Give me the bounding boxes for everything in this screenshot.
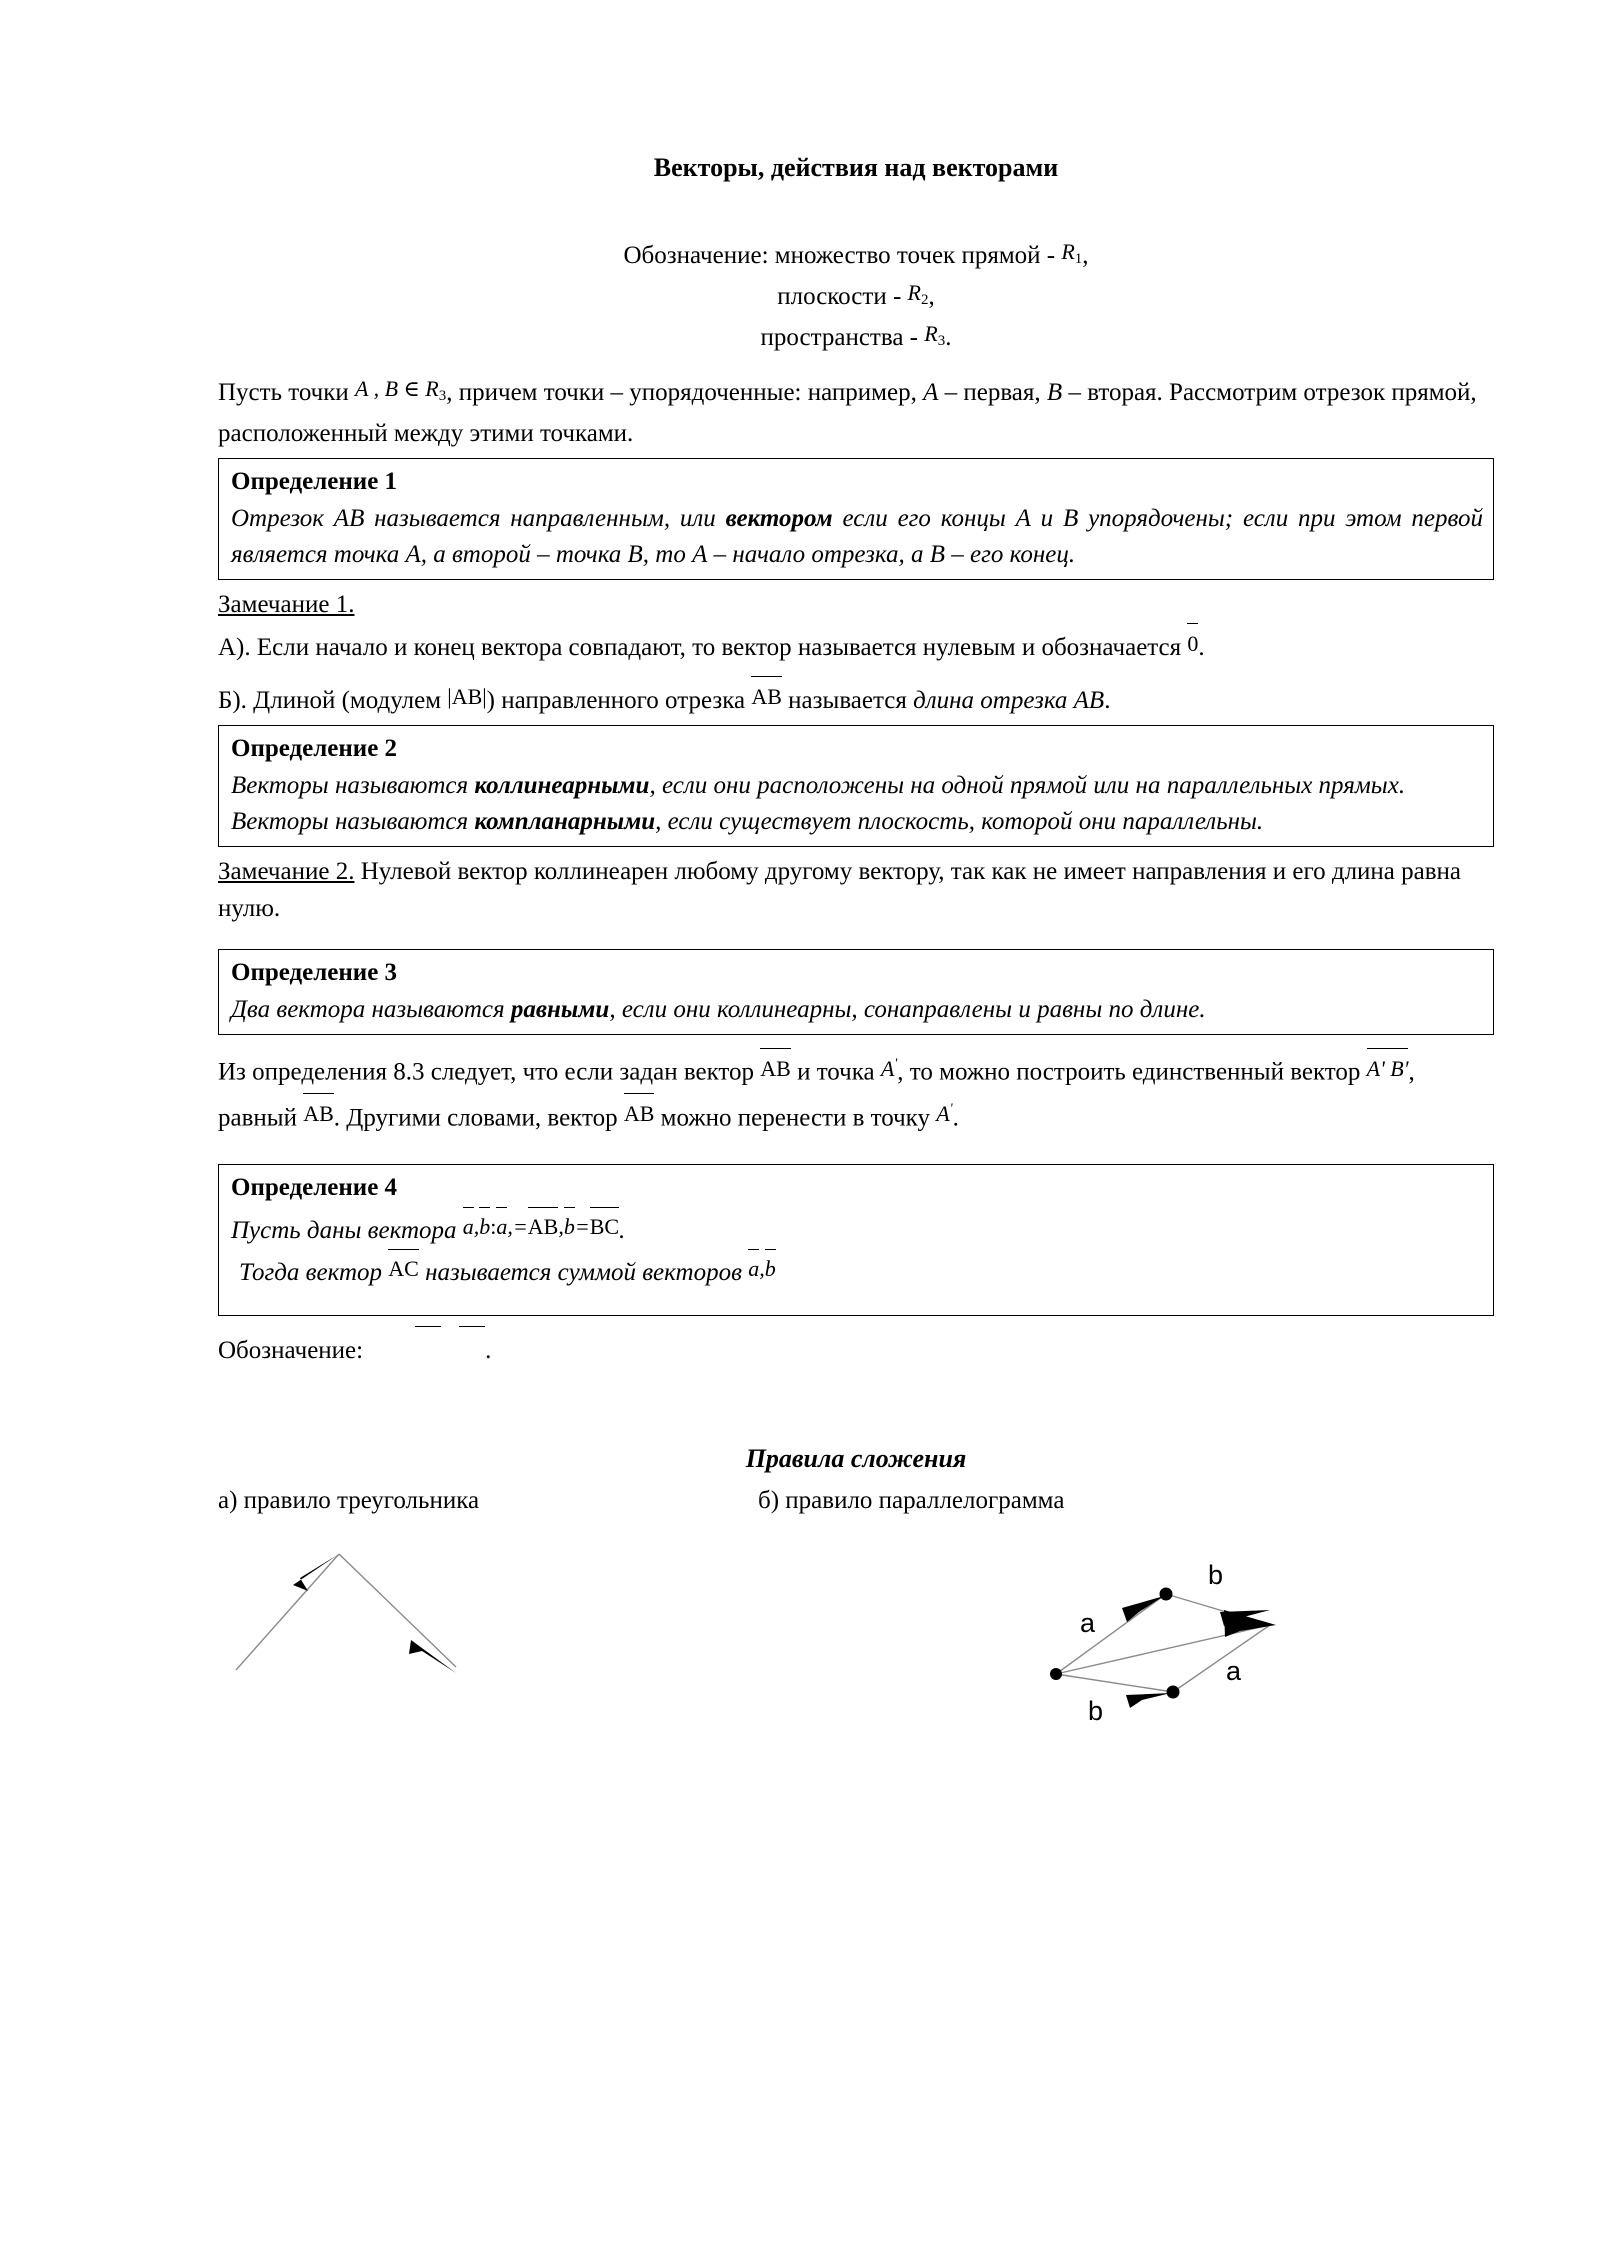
remark-1-part-b	[218, 676, 1494, 719]
rule-b-label: б) правило параллелограмма	[758, 1487, 1065, 1515]
definition-2-p1-b: , если они расположены на одной прямой или на параллельных прямых.	[649, 772, 1406, 800]
figures-row	[218, 1532, 1494, 1747]
intro-text-c: – первая,	[938, 379, 1047, 407]
notation-line-1-suffix: ,	[1082, 242, 1089, 270]
point-b-italic: B	[1046, 379, 1063, 407]
definition-3-keyword: равными	[510, 996, 610, 1024]
point-a-italic: A	[923, 379, 939, 407]
notation-line-2-suffix: ,	[928, 283, 935, 311]
remark-2-label: Замечание 2.	[218, 858, 355, 886]
intro-text-d: – вторая. Рассмотрим отрезок прямой, расположенный между этими точками.	[218, 379, 1477, 448]
definition-4-p2-b: называется суммой векторов	[418, 1258, 749, 1286]
remark-1-b-tail: .	[1104, 687, 1111, 715]
corollary-text-d: , равный	[218, 1058, 1415, 1131]
par-edge-b-lower	[1056, 1674, 1173, 1692]
remark-1-label-line	[218, 586, 1494, 623]
r3-symbol: $R_3$	[924, 321, 946, 350]
definition-2-keyword-coplanar: компланарными	[474, 808, 656, 836]
notation-2-line	[218, 1326, 1494, 1369]
definition-1-keyword: вектором	[725, 505, 833, 533]
definition-4-p1-tail: .	[619, 1216, 626, 1244]
definition-4-paragraph-2	[231, 1249, 1483, 1291]
definition-4-p2-a: Тогда вектор	[239, 1258, 389, 1286]
rule-a-label: а) правило треугольника	[218, 1487, 480, 1515]
par-label-a-lower: a	[1226, 1656, 1242, 1687]
vector-equality-formula: a,=AB,b=BC	[496, 1214, 619, 1239]
triangle-vector-2-line	[339, 1554, 456, 1667]
sum-formula-bar-1	[415, 1334, 441, 1359]
definition-3-text-a: Два вектора называются	[231, 996, 511, 1024]
triangle-arrowhead-1	[293, 1554, 339, 1591]
rules-labels-row	[218, 1484, 1494, 1518]
notation-line-2	[218, 282, 1494, 309]
definition-1-title: Определение 1	[231, 468, 398, 496]
definition-2-p2-b: , если существует плоскость, которой они параллельны.	[655, 808, 1264, 836]
definition-1-text-b: если его концы А и В упорядочены; если при этом первой является точка А, а второй – точка В, то А – начало отрезка, а В – его конец.	[231, 505, 1483, 569]
definition-4-p1-text: Пусть даны вектора	[231, 1216, 463, 1244]
r1-symbol: $R_1$	[1061, 239, 1083, 268]
r2-symbol: $R_2$	[907, 280, 929, 309]
triangle-vector-1-line	[236, 1554, 339, 1670]
remark-1-a-text: А). Если начало и конец вектора совпадают, то вектор называется нулевым и обозначается	[218, 634, 1188, 662]
corollary-text-b: и точка	[790, 1058, 881, 1086]
document-content	[218, 0, 1494, 1747]
remark-1-part-a	[218, 623, 1494, 666]
definition-3-title: Определение 3	[231, 959, 398, 987]
definition-2-p2-a: Векторы называются	[231, 808, 475, 836]
definition-2-p1-a: Векторы называются	[231, 772, 475, 800]
remark-1-label: Замечание 1.	[218, 591, 355, 619]
par-bottom-vertex-dot	[1167, 1686, 1180, 1699]
remark-2	[218, 853, 1494, 927]
definition-2-paragraph-2	[231, 804, 1483, 840]
corollary-text-e: . Другими словами, вектор	[333, 1103, 624, 1131]
notation-line-1-text: Обозначение: множество точек прямой -	[623, 242, 1062, 270]
ab-vector-symbol-2: AB	[760, 1056, 791, 1081]
definition-4-title: Определение 4	[231, 1173, 398, 1201]
remark-1-a-tail: .	[1198, 634, 1205, 662]
ac-vector-symbol: AC	[388, 1256, 419, 1281]
points-in-r3-formula: A , B ∈ $R_3$	[355, 376, 447, 405]
notation-line-3	[218, 323, 1494, 350]
corollary-text-g: .	[952, 1103, 959, 1131]
a-prime-b-prime-vector-symbol: A' B'	[1367, 1056, 1409, 1081]
definition-1-body	[231, 501, 1483, 573]
definition-3-text-b: , если они коллинеарны, сонаправлены и равны по длине.	[609, 996, 1206, 1024]
remark-1-b-mid: ) направленного отрезка	[486, 687, 752, 715]
definition-2-keyword-collinear: коллинеарными	[474, 772, 650, 800]
rules-section-title: Правила сложения	[745, 1443, 967, 1473]
definition-1-text-a: Отрезок АВ называется направленным, или	[231, 505, 726, 533]
definition-3-box	[218, 949, 1494, 1035]
page-title: Векторы, действия над векторами	[653, 153, 1059, 182]
par-label-b-upper: b	[1208, 1560, 1224, 1591]
zero-vector-symbol: 0	[1187, 631, 1198, 656]
corollary-text-a: Из определения 8.3 следует, что если задан вектор	[218, 1058, 761, 1086]
remark-1-b-mid2: называется	[781, 687, 914, 715]
par-arrowhead-a-upper	[1122, 1596, 1164, 1622]
notation-line-3-text: пространства -	[760, 324, 925, 352]
point-a-prime-symbol-2: A'	[936, 1100, 953, 1126]
par-origin-dot	[1050, 1668, 1062, 1680]
par-arrowhead-b-lower	[1126, 1693, 1171, 1708]
remark-1-b-prefix: Б). Длиной (модулем	[218, 687, 448, 715]
definition-2-title: Определение 2	[231, 735, 398, 763]
vectors-a-b-formula: a,b	[463, 1214, 491, 1239]
corollary-text-f: можно перенести в точку	[654, 1103, 937, 1131]
corollary-text-c: , то можно построить единственный вектор	[897, 1058, 1367, 1086]
sum-formula-bar-2	[459, 1334, 485, 1359]
ab-vector-symbol-3: AB	[303, 1101, 334, 1126]
notation-line-2-text: плоскости -	[777, 283, 908, 311]
remark-2-text: Нулевой вектор коллинеарен любому другому вектору, так как не имеет направления и его длина равна нулю.	[218, 858, 1462, 923]
corollary-paragraph	[218, 1045, 1494, 1136]
par-label-a-upper: a	[1080, 1608, 1096, 1639]
parallelogram-rule-diagram	[1008, 1532, 1338, 1737]
intro-text-a: Пусть точки	[218, 379, 356, 407]
definition-3-body	[231, 992, 1483, 1028]
notation-line-1	[218, 241, 1494, 268]
definition-2-paragraph-1	[231, 768, 1483, 804]
notation-line-3-suffix: .	[945, 324, 952, 352]
notation-2-period: .	[485, 1336, 492, 1364]
ab-vector-symbol: AB	[751, 684, 782, 709]
definition-4-box	[218, 1164, 1494, 1316]
notation-2-label: Обозначение:	[218, 1336, 364, 1364]
ab-vector-symbol-4: AB	[624, 1101, 655, 1126]
par-top-vertex-dot	[1160, 1588, 1173, 1601]
definition-1-box	[218, 458, 1494, 580]
colon-separator: :	[490, 1213, 497, 1239]
vectors-a-b-formula-2: a,b	[748, 1256, 776, 1281]
definition-4-paragraph-1	[231, 1207, 1483, 1249]
point-a-prime-symbol: A'	[880, 1055, 898, 1081]
intro-text-b: , причем точки – упорядоченные: например,	[446, 379, 924, 407]
intro-paragraph	[218, 370, 1494, 452]
definition-2-box	[218, 725, 1494, 847]
remark-1-b-italic: длина отрезка АВ	[913, 687, 1105, 715]
ab-modulus-symbol: |AB|	[447, 684, 487, 710]
triangle-rule-diagram	[196, 1532, 516, 1732]
notation-block	[218, 241, 1494, 350]
par-edge-a-lower	[1173, 1625, 1270, 1692]
par-label-b-lower: b	[1088, 1696, 1104, 1727]
